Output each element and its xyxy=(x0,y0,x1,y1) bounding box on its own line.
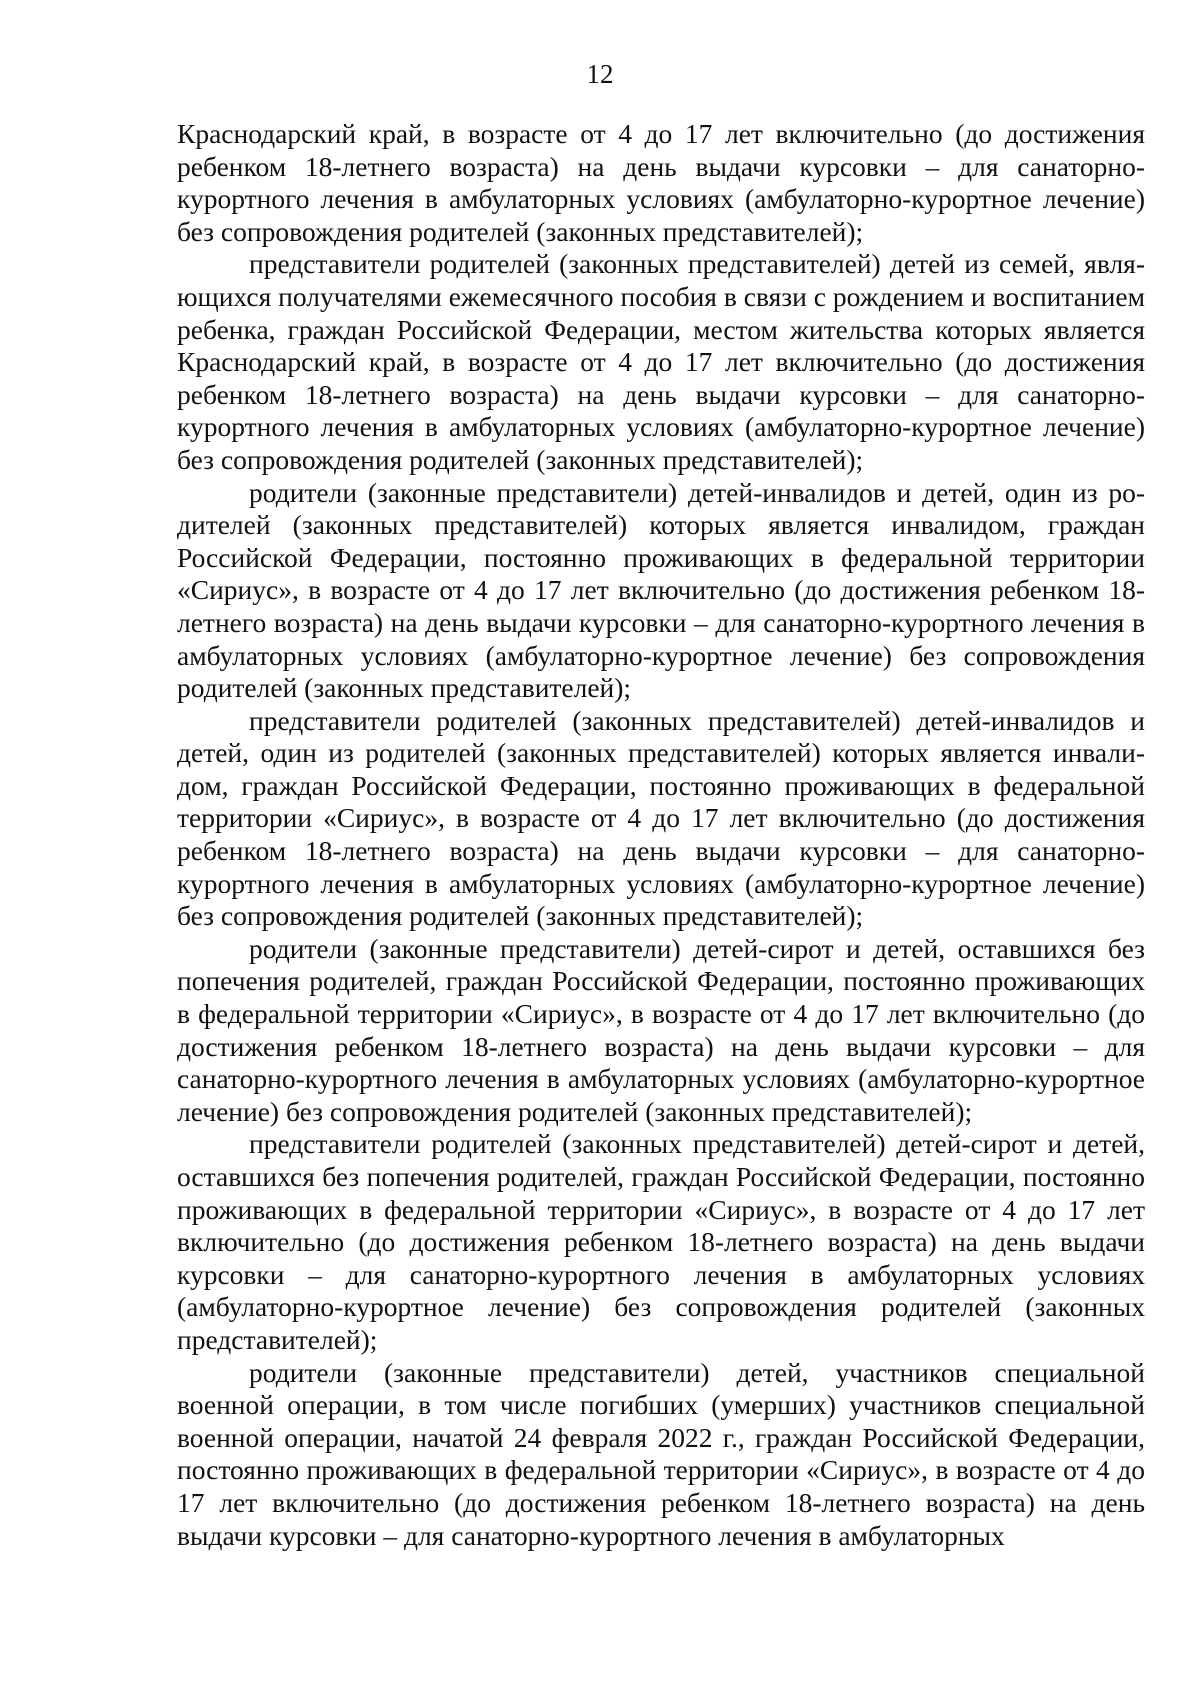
page-number: 12 xyxy=(586,59,614,89)
paragraph: родители (законные представители) детей-сирот и детей, оставшихся без попечения родителей, граждан Российской Федерации, постоянно проживающих в федеральной территории «Сириус», в возрасте от 4 до 17 лет включительно (до достижения ребенком 18-летнего возраста) на день выдачи курсовки – для санаторно-курортного лечения в амбулаторных условиях (амбулаторно-курортное лечение) без сопровождения родителей (законных представителей); xyxy=(177,932,1145,1127)
paragraph-continuation: Краснодарский край, в возрасте от 4 до 17 лет включительно (до достижения ребенком 18-летнего возраста) на день выдачи курсовки – для санаторно-курортного лечения в амбулаторных условиях (амбулаторно-курортное лечение) без сопровождения родителей (законных представителей); xyxy=(177,118,1145,247)
paragraph: представители родителей (законных представителей) детей-инвалидов и детей, один из родителей (законных представителей) которых является инвалидом, граждан Российской Федерации, постоянно проживающих в федеральной территории «Сириус», в возрасте от 4 до 17 лет включительно (до достижения ребенком 18-летнего возраста) на день выдачи курсовки – для санаторно-курортного лечения в амбулаторных условиях (амбулаторно-курортное лечение) без сопровождения родителей (законных представителей); xyxy=(177,704,1145,932)
document-body xyxy=(177,118,1145,1552)
paragraph: представители родителей (законных представителей) детей-сирот и детей, оставшихся без попечения родителей, граждан Российской Федерации, постоянно проживающих в федеральной территории «Сириус», в возрасте от 4 до 17 лет включительно (до достижения ребенком 18-летнего возраста) на день выдачи курсовки – для санаторно-курортного лечения в амбулаторных условиях (амбулаторно-курортное лечение) без сопровождения родителей (законных представителей); xyxy=(177,1128,1145,1355)
paragraph: родители (законные представители) детей-инвалидов и детей, один из родителей (законных представителей) которых является инвалидом, граждан Российской Федерации, постоянно проживающих в федеральной территории «Сириус», в возрасте от 4 до 17 лет включительно (до достижения ребенком 18-летнего возраста) на день выдачи курсовки – для санаторно-курортного лечения в амбулаторных условиях (амбулаторно-курортное лечение) без сопровождения родителей (законных представителей); xyxy=(177,476,1145,704)
paragraph: представители родителей (законных представителей) детей из семей, являющихся получателями ежемесячного пособия в связи с рождением и воспитанием ребенка, граждан Российской Федерации, местом жительства которых является Краснодарский край, в возрасте от 4 до 17 лет включительно (до достижения ребенком 18-летнего возраста) на день выдачи курсовки – для санаторно-курортного лечения в амбулаторных условиях (амбулаторно-курортное лечение) без сопровождения родителей (законных представителей); xyxy=(177,248,1145,475)
paragraph: родители (законные представители) детей, участников специальной военной операции, в том числе погибших (умерших) участников специальной военной операции, начатой 24 февраля 2022 г., граждан Российской Федерации, постоянно проживающих в федеральной территории «Сириус», в возрасте от 4 до 17 лет включительно (до достижения ребенком 18-летнего возраста) на день выдачи курсовки – для санаторно-курортного лечения в амбулаторных xyxy=(177,1356,1145,1551)
